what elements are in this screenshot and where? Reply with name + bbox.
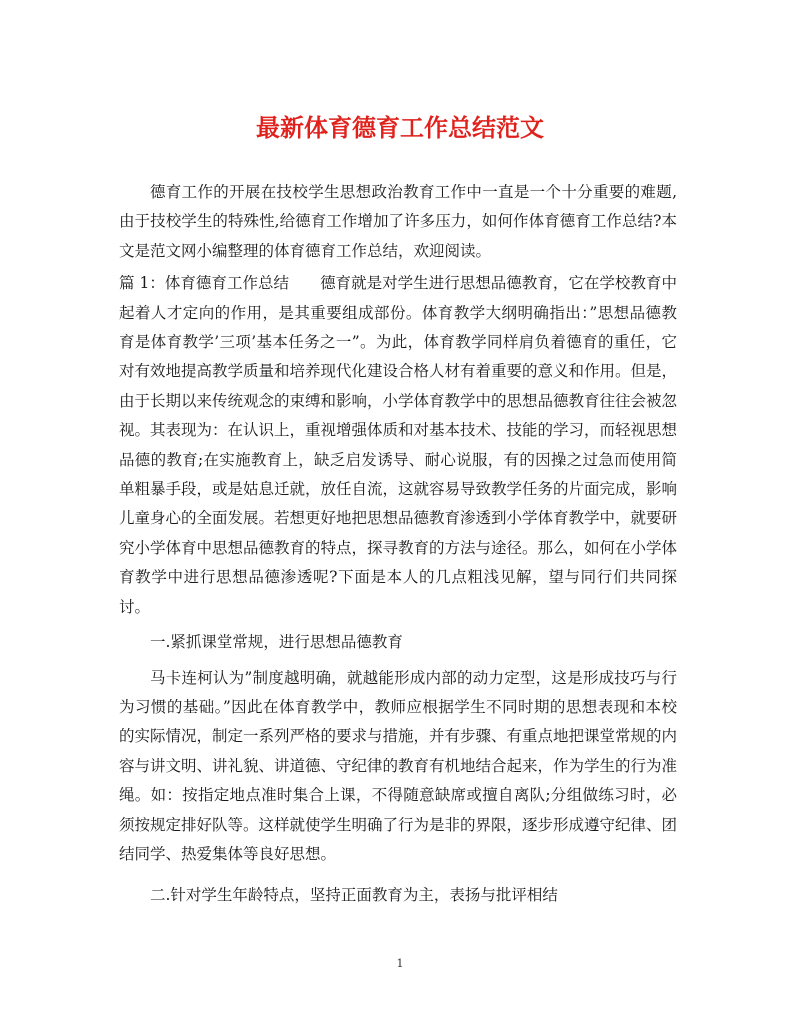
page-number: 1 (396, 957, 404, 970)
section-one-paragraph: 马卡连柯认为”制度越明确，就越能形成内部的动力定型，这是形成技巧与行为习惯的基础。”因此在体育教学中，教师应根据学生不同时期的思想表现和本校的实际情况，制定一系列严格的要求与措施，并有步骤、有重点地把课堂常规的内容与讲文明、讲礼貌、讲道德、守纪律的教育有机地结合起来，作为学生的行为准绳。如：按指定地点准时集合上课，不得随意缺席或擅自离队;分组做练习时，必须按规定排好队等。这样就使学生明确了行为是非的界限，逐步形成遵守纪律、团结同学、热爱集体等良好思想。 (119, 668, 678, 863)
section-heading-one: 一.紧抓课堂常规，进行思想品德教育 (150, 633, 403, 652)
intro-paragraph: 德育工作的开展在技校学生思想政治教育工作中一直是一个十分重要的难题,由于技校学生的特殊性,给德育工作增加了许多压力，如何作体育德育工作总结?本文是范文网小编整理的体育德育工作总结，欢迎阅读。 (119, 183, 677, 260)
article-one-paragraph: 篇 1：体育德育工作总结 德育就是对学生进行思想品德教育，它在学校教育中起着人才定向的作用，是其重要组成部份。体育教学大纲明确指出：”思想品德教育是体育教学’三项’基本任务之一”。为此，体育教学同样肩负着德育的重任，它对有效地提高教学质量和培养现代化建设合格人材有着重要的意义和作用。但是，由于长期以来传统观念的束缚和影响，小学体育教学中的思想品德教育往往会被忽视。其表现为：在认识上，重视增强体质和对基本技术、技能的学习，而轻视思想品德的教育;在实施教育上，缺乏启发诱导、耐心说服，有的因操之过急而使用简单粗暴手段，或是姑息迁就，放任自流，这就容易导致教学任务的片面完成，影响儿童身心的全面发展。若想更好地把思想品德教育渗透到小学体育教学中，就要研究小学体育中思想品德教育的特点，探寻教育的方法与途径。那么，如何在小学体育教学中进行思想品德渗透呢?下面是本人的几点粗浅见解，望与同行们共同探讨。 (119, 274, 678, 616)
document-body (119, 178, 677, 911)
document-title: 最新体育德育工作总结范文 (256, 114, 544, 142)
section-heading-two: 二.针对学生年龄特点，坚持正面教育为主，表扬与批评相结 (150, 886, 558, 905)
